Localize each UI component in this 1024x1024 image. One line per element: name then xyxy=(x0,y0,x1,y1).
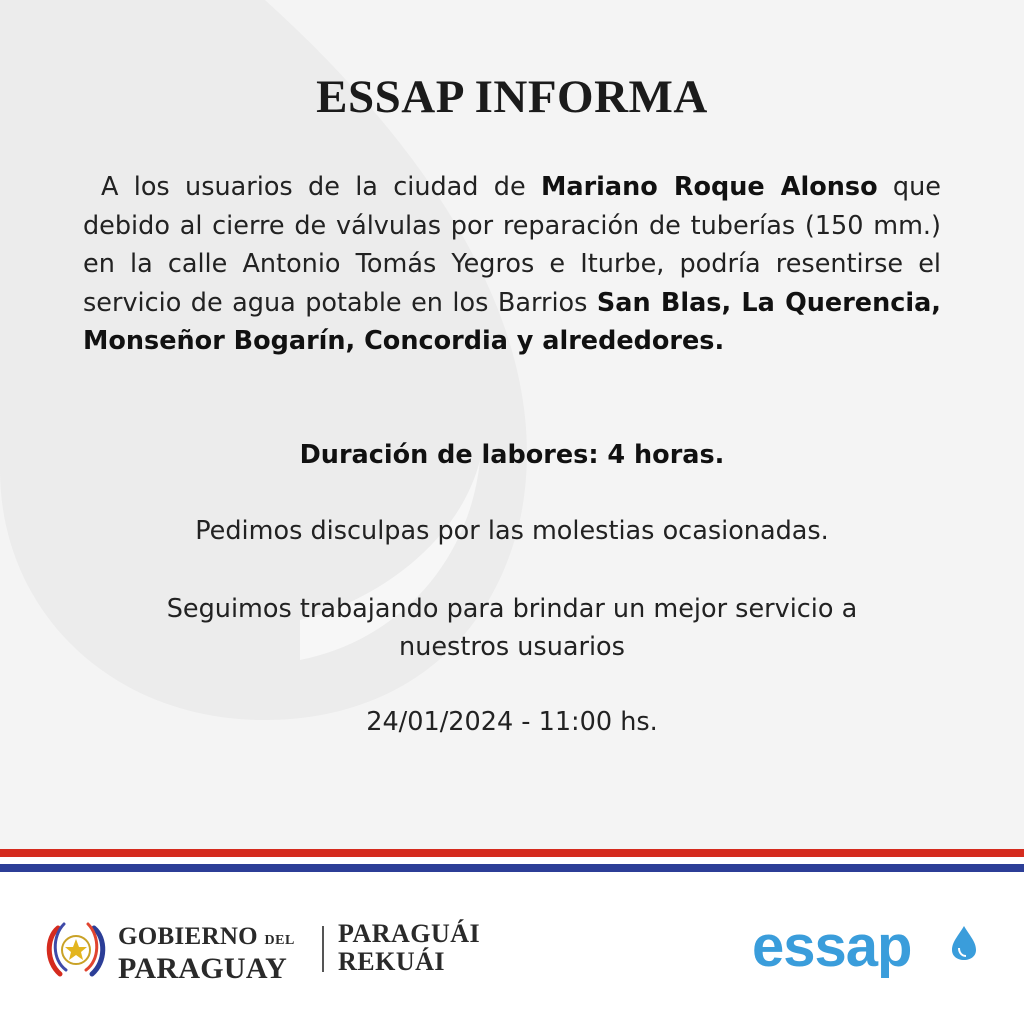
essap-logo-text: essap xyxy=(752,918,912,979)
gobierno-del-paraguay-logo xyxy=(118,924,295,984)
duration-text: Duración de labores: 4 horas. xyxy=(299,440,725,470)
paraguai-rekuai-logo xyxy=(338,920,480,976)
closing-line-1: Seguimos trabajando para brindar un mejor servicio a xyxy=(166,594,858,624)
notice-paragraph xyxy=(83,168,941,361)
closing-text xyxy=(0,590,1024,666)
flag-stripe-white xyxy=(0,857,1024,864)
notice-neighborhoods: San Blas, La Querencia, Monseñor Bogarín, Concordia y alrededores. xyxy=(83,287,941,356)
gov-line1-main: GOBIERNO xyxy=(118,923,258,950)
apology-text: Pedimos disculpas por las molestias ocasionadas. xyxy=(195,516,829,546)
flag-stripe-red xyxy=(0,849,1024,857)
closing-line-2: nuestros usuarios xyxy=(399,632,625,662)
paraguay-seal-icon xyxy=(44,920,108,980)
page-title: ESSAP INFORMA xyxy=(316,71,708,123)
notice-details: que debido al cierre de válvulas por reparación de tuberías (150 mm.) en la calle Antonio Tomás Yegros e Iturbe, podría resentirse el servicio de agua potable en los Barrios xyxy=(83,172,941,318)
gov-line2: PARAGUAY xyxy=(118,952,288,985)
notice-intro: A los usuarios de la ciudad de xyxy=(101,172,541,202)
notice-city: Mariano Roque Alonso xyxy=(540,172,878,202)
datetime-text: 24/01/2024 - 11:00 hs. xyxy=(366,707,658,737)
footer-divider xyxy=(322,926,324,972)
flag-stripe-blue xyxy=(0,864,1024,872)
rekuai-line1: PARAGUÁI xyxy=(338,919,481,948)
essap-logo xyxy=(752,918,982,982)
rekuai-line2: REKUÁI xyxy=(338,947,446,976)
gov-line1-small: DEL xyxy=(264,933,295,948)
